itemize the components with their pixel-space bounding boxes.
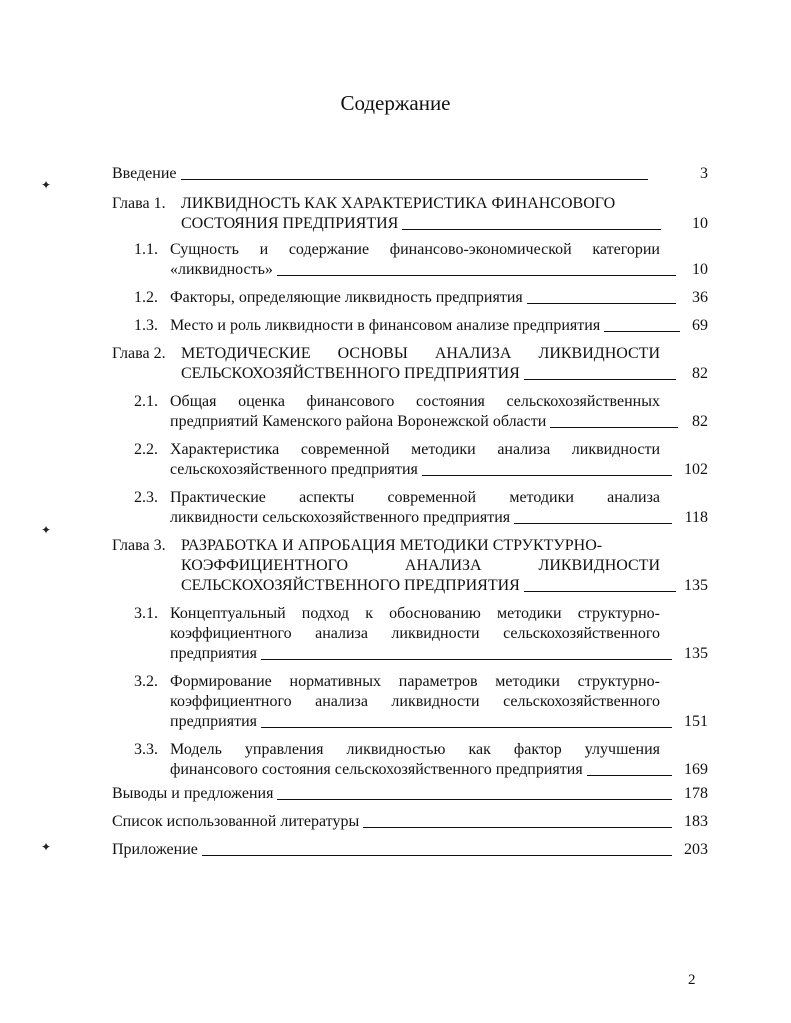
toc-text-line: Концептуальный подход к обоснованию методики структурно- [170,605,660,622]
leader-line [550,427,678,428]
toc-number: 3.1. [134,605,158,622]
toc-page-number: 151 [684,713,708,730]
toc-number: 1.1. [134,241,158,258]
toc-number: 1.2. [134,289,158,306]
toc-text-line: коэффициентного анализа ликвидности сельскохозяйственного [170,625,660,642]
toc-page-number: 10 [692,261,708,278]
toc-page-number: 102 [684,461,708,478]
toc-label: Список использованной литературы [112,813,360,830]
leader-line [277,275,676,276]
toc-text-line: предприятия [170,645,257,662]
toc-text-line: Модель управления ликвидностью как фактор улучшения [170,741,660,758]
toc-label: Приложение [112,841,198,858]
toc-number: 2.2. [134,441,158,458]
leader-line [402,229,661,230]
scan-mark-icon: ✦ [41,840,52,854]
toc-page-number: 3 [700,165,708,182]
scan-mark-icon: ✦ [41,523,52,537]
leader-line [277,799,672,800]
toc-label: Введение [112,165,177,182]
toc-page-number: 118 [684,509,708,526]
toc-page-number: 203 [684,841,708,858]
toc-text-line: РАЗРАБОТКА И АПРОБАЦИЯ МЕТОДИКИ СТРУКТУРНО- [181,537,603,554]
toc-page-number: 82 [692,413,708,430]
toc-number: Глава 2. [112,345,166,362]
toc-text-line: сельскохозяйственного предприятия [170,461,418,478]
toc-text-line: предприятия [170,713,257,730]
toc-page-number: 178 [684,785,708,802]
toc-number: 2.1. [134,393,158,410]
toc-number: Глава 3. [112,537,166,554]
toc-text-line: «ликвидность» [170,261,273,278]
leader-line [514,523,672,524]
toc-page-number: 183 [684,813,708,830]
toc-page-number: 169 [684,761,708,778]
toc-text-line: Место и роль ликвидности в финансовом анализе предприятия [170,317,601,334]
leader-line [261,727,672,728]
toc-number: 3.3. [134,741,158,758]
toc-page-number: 135 [684,645,708,662]
toc-text-line: финансового состояния сельскохозяйственного предприятия [170,761,583,778]
toc-page-number: 135 [684,577,708,594]
page-number: 2 [688,972,696,988]
toc-text-line: Формирование нормативных параметров методики структурно- [170,673,660,690]
toc-text-line: Факторы, определяющие ликвидность предприятия [170,289,523,306]
toc-number: Глава 1. [112,195,166,212]
toc-text-line: МЕТОДИЧЕСКИЕ ОСНОВЫ АНАЛИЗА ЛИКВИДНОСТИ [181,345,660,362]
toc-text-line: предприятий Каменского района Воронежской области [170,413,547,430]
leader-line [202,855,672,856]
leader-line [587,775,672,776]
toc-page-number: 36 [692,289,708,306]
leader-line [261,659,672,660]
leader-line [181,179,649,180]
leader-line [422,475,672,476]
toc-text-line: СЕЛЬСКОХОЗЯЙСТВЕННОГО ПРЕДПРИЯТИЯ [181,577,520,594]
leader-line [363,827,672,828]
page-title: Содержание [340,91,451,115]
toc-text-line: Характеристика современной методики анализа ликвидности [170,441,660,458]
toc-text-line: Сущность и содержание финансово-экономической категории [170,241,660,258]
toc-text-line: СОСТОЯНИЯ ПРЕДПРИЯТИЯ [181,215,399,232]
toc-number: 3.2. [134,673,158,690]
leader-line [524,379,676,380]
leader-line [524,591,676,592]
scan-mark-icon: ✦ [41,178,52,192]
toc-text-line: Общая оценка финансового состояния сельскохозяйственных [170,393,660,410]
toc-page-number: 10 [692,215,708,232]
toc-text-line: Практические аспекты современной методики анализа [170,489,660,506]
toc-label: Выводы и предложения [112,785,274,802]
toc-page-number: 69 [692,317,708,334]
toc-text-line: ликвидности сельскохозяйственного предприятия [170,509,511,526]
toc-text-line: ЛИКВИДНОСТЬ КАК ХАРАКТЕРИСТИКА ФИНАНСОВОГО [181,195,616,212]
toc-number: 1.3. [134,317,158,334]
toc-text-line: СЕЛЬСКОХОЗЯЙСТВЕННОГО ПРЕДПРИЯТИЯ [181,365,520,382]
toc-text-line: КОЭФФИЦИЕНТНОГО АНАЛИЗА ЛИКВИДНОСТИ [181,557,660,574]
toc-page-number: 82 [692,365,708,382]
toc-number: 2.3. [134,489,158,506]
toc-text-line: коэффициентного анализа ликвидности сельскохозяйственного [170,693,660,710]
leader-line [527,303,676,304]
